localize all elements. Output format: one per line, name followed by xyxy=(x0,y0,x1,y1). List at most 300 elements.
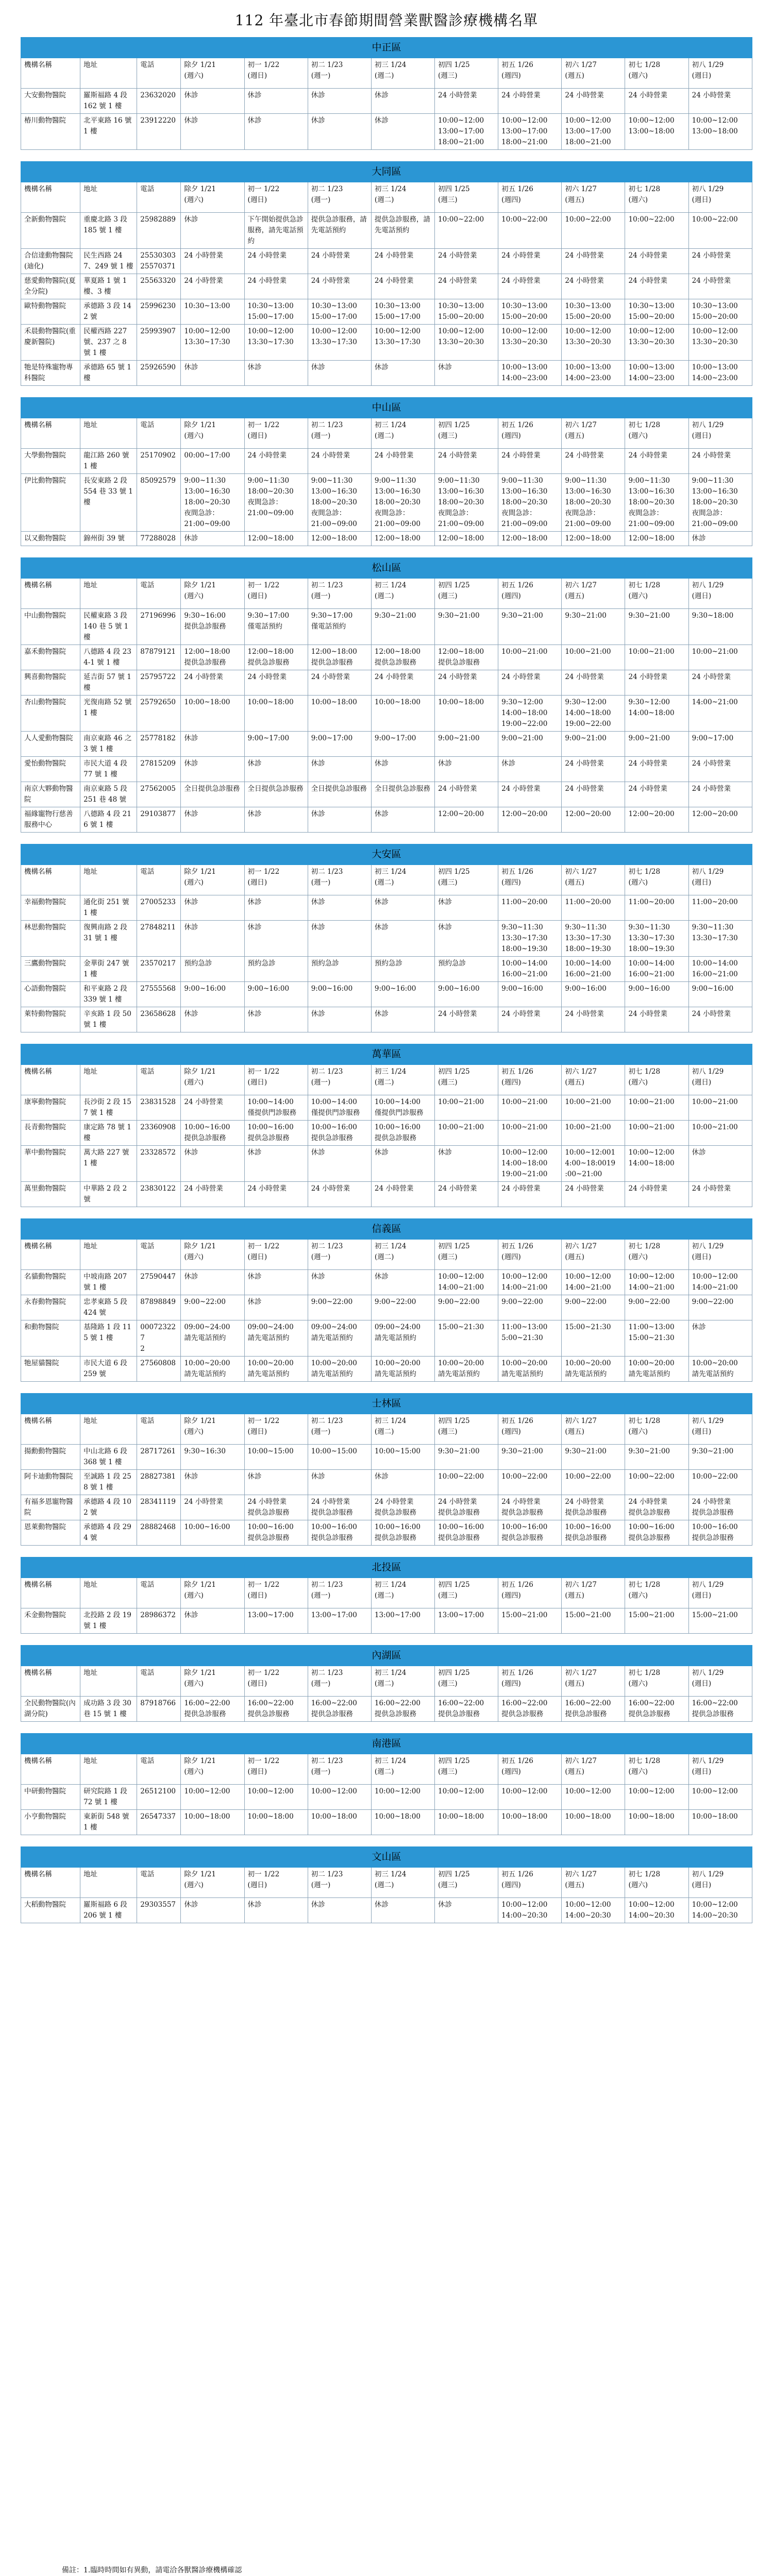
column-header: 地址 xyxy=(80,1240,137,1270)
column-header: 初四 1/25 (週三) xyxy=(435,58,498,89)
hours-cell: 10:00~20:00 請先電話預約 xyxy=(244,1357,308,1382)
hours-cell: 10:30~13:00 15:00~20:00 xyxy=(562,299,625,325)
clinic-address: 承德路 4 段 102 號 xyxy=(80,1495,137,1520)
hours-cell: 10:00~12:00 14:00~21:00 xyxy=(562,1270,625,1295)
hours-cell: 24 小時營業 xyxy=(371,1182,434,1207)
column-header: 除夕 1/21 (週六) xyxy=(181,1065,244,1095)
hours-cell: 10:00~14:00 16:00~21:00 xyxy=(498,957,562,982)
column-header: 地址 xyxy=(80,1065,137,1095)
column-header: 電話 xyxy=(137,1065,181,1095)
hours-cell: 9:30~21:00 xyxy=(688,1445,752,1470)
hours-cell: 15:00~21:30 xyxy=(435,1320,498,1357)
hours-cell: 10:00~12:00 14:00~20:30 xyxy=(562,1898,625,1923)
column-header: 初三 1/24 (週二) xyxy=(371,1240,434,1270)
clinic-name: 牠屋貓醫院 xyxy=(21,1357,80,1382)
clinic-phone: 27196996 xyxy=(137,609,181,645)
hours-cell: 16:00~22:00 提供急診服務 xyxy=(562,1697,625,1722)
hours-cell: 10:00~12:00 14:00~21:00 xyxy=(498,1270,562,1295)
hours-cell: 10:00~12:00 xyxy=(498,1785,562,1810)
hours-cell: 9:00~16:00 xyxy=(181,982,244,1007)
hours-cell: 10:30~13:00 15:00~17:00 xyxy=(371,299,434,325)
hours-cell: 13:00~17:00 xyxy=(244,1608,308,1634)
hours-cell: 10:00~22:00 xyxy=(435,1470,498,1495)
hours-cell: 9:30~11:30 13:30~17:30 18:00~19:30 xyxy=(625,921,688,957)
column-header: 地址 xyxy=(80,418,137,449)
hours-cell: 休診 xyxy=(688,1320,752,1357)
hours-cell: 10:00~21:00 xyxy=(435,1095,498,1121)
hours-cell: 24 小時營業 xyxy=(625,1007,688,1032)
hours-cell: 10:00~16:00 提供急診服務 xyxy=(181,1121,244,1146)
clinic-address: 市民大道 4 段 77 號 1 樓 xyxy=(80,757,137,782)
column-header: 初八 1/29 (週日) xyxy=(688,58,752,89)
hours-cell: 24 小時營業 xyxy=(562,757,625,782)
hours-cell: 休診 xyxy=(435,757,498,782)
district-heading: 萬華區 xyxy=(21,1044,752,1065)
hours-cell: 24 小時營業 xyxy=(308,1182,371,1207)
column-header: 初四 1/25 (週三) xyxy=(435,182,498,213)
hours-cell: 24 小時營業 提供急診服務 xyxy=(562,1495,625,1520)
hours-cell: 9:00~17:00 xyxy=(308,732,371,757)
table-row xyxy=(21,249,752,274)
column-header: 初五 1/26 (週四) xyxy=(498,1240,562,1270)
clinic-name: 慈愛動物醫院(夏全分院) xyxy=(21,274,80,299)
column-header: 初五 1/26 (週四) xyxy=(498,182,562,213)
hours-cell: 休診 xyxy=(181,921,244,957)
clinic-name: 南京大夥動物醫院 xyxy=(21,782,80,807)
hours-cell: 9:00~21:00 xyxy=(435,732,498,757)
district-heading: 中山區 xyxy=(21,398,752,418)
hours-cell: 12:00~18:00 提供急診服務 xyxy=(244,645,308,670)
column-header: 初五 1/26 (週四) xyxy=(498,1065,562,1095)
column-header: 初五 1/26 (週四) xyxy=(498,865,562,895)
hours-cell: 10:00~18:00 xyxy=(371,1810,434,1835)
column-header: 初一 1/22 (週日) xyxy=(244,1868,308,1898)
hours-cell: 10:00~14:00 僅提供門診服務 xyxy=(371,1095,434,1121)
hours-cell: 16:00~22:00 提供急診服務 xyxy=(181,1697,244,1722)
column-header: 初二 1/23 (週一) xyxy=(308,1868,371,1898)
clinic-address: 復興南路 2 段 31 號 1 樓 xyxy=(80,921,137,957)
column-header: 初二 1/23 (週一) xyxy=(308,182,371,213)
hours-cell: 24 小時營業 xyxy=(688,1182,752,1207)
hours-cell: 24 小時營業 xyxy=(688,782,752,807)
hours-cell: 10:00~12:00 14:00~18:00 xyxy=(625,1146,688,1182)
hours-cell: 10:30~13:00 15:00~20:00 xyxy=(625,299,688,325)
column-header: 初三 1/24 (週二) xyxy=(371,1666,434,1697)
hours-cell: 10:00~20:00 請先電話預約 xyxy=(498,1357,562,1382)
table-row xyxy=(21,114,752,150)
column-header: 初四 1/25 (週三) xyxy=(435,1414,498,1445)
hours-cell: 24 小時營業 xyxy=(181,1495,244,1520)
clinic-name: 牠是特殊寵物專科醫院 xyxy=(21,361,80,386)
column-header: 初五 1/26 (週四) xyxy=(498,58,562,89)
hours-cell: 9:30~21:00 xyxy=(625,1445,688,1470)
column-header: 電話 xyxy=(137,1414,181,1445)
clinic-address: 羅斯福路 4 段 162 號 1 樓 xyxy=(80,89,137,114)
hours-cell: 24 小時營業 xyxy=(181,249,244,274)
column-header-row xyxy=(21,418,752,449)
column-header: 初八 1/29 (週日) xyxy=(688,1240,752,1270)
column-header: 初四 1/25 (週三) xyxy=(435,1240,498,1270)
hours-cell: 10:00~22:00 xyxy=(688,1470,752,1495)
clinic-address: 和平東路 2 段 339 號 1 樓 xyxy=(80,982,137,1007)
hours-cell: 9:00~11:30 13:00~16:30 18:00~20:30 夜間急診： 21:00~09:00 xyxy=(308,474,371,532)
hours-cell: 10:30~13:00 15:00~20:00 xyxy=(688,299,752,325)
column-header-row xyxy=(21,1578,752,1608)
column-header: 初一 1/22 (週日) xyxy=(244,182,308,213)
hours-cell: 休診 xyxy=(308,1898,371,1923)
column-header-row xyxy=(21,865,752,895)
hours-cell: 9:30~21:00 xyxy=(371,609,434,645)
hours-cell: 9:30~21:00 xyxy=(498,609,562,645)
district-table xyxy=(21,1218,752,1382)
table-row xyxy=(21,1095,752,1121)
hours-cell: 12:00~18:00 xyxy=(435,532,498,546)
hours-cell: 10:00~12:00 xyxy=(435,1785,498,1810)
hours-cell: 休診 xyxy=(688,1146,752,1182)
hours-cell: 16:00~22:00 提供急診服務 xyxy=(308,1697,371,1722)
hours-cell: 9:30~12:00 14:00~18:00 19:00~22:00 xyxy=(562,696,625,732)
hours-cell: 24 小時營業 xyxy=(308,449,371,474)
hours-cell: 休診 xyxy=(244,757,308,782)
hours-cell: 24 小時營業 xyxy=(435,274,498,299)
hours-cell: 10:00~16:00 提供急診服務 xyxy=(371,1121,434,1146)
clinic-name: 華中動物醫院 xyxy=(21,1146,80,1182)
column-header: 初七 1/28 (週六) xyxy=(625,1065,688,1095)
column-header: 初五 1/26 (週四) xyxy=(498,1666,562,1697)
hours-cell: 10:00~21:00 xyxy=(498,645,562,670)
hours-cell: 24 小時營業 xyxy=(308,274,371,299)
hours-cell: 10:00~21:00 xyxy=(688,1121,752,1146)
column-header-row xyxy=(21,579,752,609)
column-header: 初三 1/24 (週二) xyxy=(371,579,434,609)
hours-cell: 24 小時營業 xyxy=(371,670,434,696)
hours-cell: 休診 xyxy=(181,757,244,782)
hours-cell: 休診 xyxy=(308,361,371,386)
hours-cell: 休診 xyxy=(244,807,308,833)
clinic-name: 杏山動物醫院 xyxy=(21,696,80,732)
district-table xyxy=(21,397,752,546)
column-header: 電話 xyxy=(137,865,181,895)
district-table xyxy=(21,844,752,1032)
district-heading: 中正區 xyxy=(21,38,752,58)
hours-cell: 10:00~21:00 xyxy=(688,645,752,670)
column-header: 初一 1/22 (週日) xyxy=(244,865,308,895)
hours-cell: 24 小時營業 xyxy=(562,782,625,807)
hours-cell: 休診 xyxy=(244,1470,308,1495)
hours-cell: 16:00~22:00 提供急診服務 xyxy=(688,1697,752,1722)
column-header: 機構名稱 xyxy=(21,579,80,609)
hours-cell: 24 小時營業 xyxy=(244,1182,308,1207)
hours-cell: 12:00~20:00 xyxy=(625,807,688,833)
clinic-name: 人人愛動物醫院 xyxy=(21,732,80,757)
hours-cell: 24 小時營業 xyxy=(435,249,498,274)
hours-cell: 10:00~15:00 xyxy=(371,1445,434,1470)
hours-cell: 12:00~18:00 提供急診服務 xyxy=(435,645,498,670)
hours-cell: 24 小時營業 xyxy=(371,274,434,299)
table-row xyxy=(21,982,752,1007)
hours-cell: 13:00~17:00 xyxy=(435,1608,498,1634)
column-header: 電話 xyxy=(137,1666,181,1697)
hours-cell: 休診 xyxy=(371,757,434,782)
clinic-name: 心語動物醫院 xyxy=(21,982,80,1007)
hours-cell: 24 小時營業 提供急診服務 xyxy=(498,1495,562,1520)
table-row xyxy=(21,1357,752,1382)
clinic-name: 全民動物醫院(內湖分院) xyxy=(21,1697,80,1722)
hours-cell: 休診 xyxy=(181,213,244,249)
column-header: 初四 1/25 (週三) xyxy=(435,1754,498,1785)
column-header: 初一 1/22 (週日) xyxy=(244,579,308,609)
hours-cell: 10:00~21:00 xyxy=(498,1095,562,1121)
hours-cell: 24 小時營業 提供急診服務 xyxy=(308,1495,371,1520)
clinic-phone: 25996230 xyxy=(137,299,181,325)
hours-cell: 10:00~12:00 xyxy=(625,1785,688,1810)
column-header: 機構名稱 xyxy=(21,418,80,449)
table-row xyxy=(21,921,752,957)
column-header: 電話 xyxy=(137,182,181,213)
clinic-name: 萬里動物醫院 xyxy=(21,1182,80,1207)
column-header: 初五 1/26 (週四) xyxy=(498,1754,562,1785)
hours-cell: 9:30~12:00 14:00~18:00 19:00~22:00 xyxy=(498,696,562,732)
hours-cell: 10:00~16:00 提供急診服務 xyxy=(688,1520,752,1546)
column-header-row xyxy=(21,182,752,213)
hours-cell: 10:00~16:00 提供急診服務 xyxy=(625,1520,688,1546)
hours-cell: 全日提供急診服務 xyxy=(244,782,308,807)
hours-cell: 24 小時營業 xyxy=(688,757,752,782)
hours-cell: 9:00~11:30 13:00~16:30 18:00~20:30 夜間急診： 21:00~09:00 xyxy=(625,474,688,532)
column-header-row xyxy=(21,1754,752,1785)
table-row xyxy=(21,325,752,361)
table-row xyxy=(21,670,752,696)
column-header: 除夕 1/21 (週六) xyxy=(181,182,244,213)
hours-cell: 10:00~12:00 13:30~17:30 xyxy=(308,325,371,361)
hours-cell: 9:00~11:30 13:00~16:30 18:00~20:30 夜間急診： 21:00~09:00 xyxy=(371,474,434,532)
column-header: 初八 1/29 (週日) xyxy=(688,1666,752,1697)
clinic-address: 長沙街 2 段 157 號 1 樓 xyxy=(80,1095,137,1121)
hours-cell: 10:00~16:00 提供急診服務 xyxy=(244,1520,308,1546)
column-header: 初八 1/29 (週日) xyxy=(688,1578,752,1608)
column-header: 初一 1/22 (週日) xyxy=(244,1240,308,1270)
hours-cell: 24 小時營業 xyxy=(562,274,625,299)
column-header: 初七 1/28 (週六) xyxy=(625,418,688,449)
hours-cell: 10:00~22:00 xyxy=(562,1470,625,1495)
hours-cell: 休診 xyxy=(371,895,434,921)
clinic-name: 幸福動物醫院 xyxy=(21,895,80,921)
hours-cell: 24 小時營業 xyxy=(244,670,308,696)
clinic-name: 椿川動物醫院 xyxy=(21,114,80,150)
hours-cell: 09:00~24:00 請先電話預約 xyxy=(181,1320,244,1357)
hours-cell: 10:00~21:00 xyxy=(688,1095,752,1121)
hours-cell: 09:00~24:00 請先電話預約 xyxy=(308,1320,371,1357)
hours-cell: 24 小時營業 xyxy=(181,1095,244,1121)
hours-cell: 休診 xyxy=(435,921,498,957)
hours-cell: 10:30~13:00 15:00~20:00 xyxy=(498,299,562,325)
hours-cell: 9:00~16:00 xyxy=(371,982,434,1007)
clinic-phone: 29303557 xyxy=(137,1898,181,1923)
hours-cell: 10:00~12:00 xyxy=(688,1785,752,1810)
column-header: 地址 xyxy=(80,1578,137,1608)
clinic-address: 辛亥路 1 段 50 號 1 樓 xyxy=(80,1007,137,1032)
hours-cell: 24 小時營業 xyxy=(625,449,688,474)
hours-cell: 9:00~21:00 xyxy=(498,732,562,757)
column-header: 除夕 1/21 (週六) xyxy=(181,865,244,895)
column-header: 初五 1/26 (週四) xyxy=(498,579,562,609)
column-header: 初六 1/27 (週五) xyxy=(562,1666,625,1697)
hours-cell: 10:00~21:00 xyxy=(625,645,688,670)
hours-cell: 12:00~18:00 xyxy=(308,532,371,546)
table-row xyxy=(21,957,752,982)
clinic-phone: 23360908 xyxy=(137,1121,181,1146)
clinic-name: 小亨動物醫院 xyxy=(21,1810,80,1835)
column-header: 初七 1/28 (週六) xyxy=(625,1578,688,1608)
hours-cell: 9:00~22:00 xyxy=(371,1295,434,1320)
column-header: 除夕 1/21 (週六) xyxy=(181,1868,244,1898)
district-heading: 內湖區 xyxy=(21,1646,752,1666)
clinic-address: 八德路 4 段 234-1 號 1 樓 xyxy=(80,645,137,670)
clinic-address: 南京東路 46 之 3 號 1 樓 xyxy=(80,732,137,757)
table-row xyxy=(21,474,752,532)
hours-cell: 10:00~12:00 14:00~21:00 xyxy=(625,1270,688,1295)
hours-cell: 10:00~16:00 xyxy=(181,1520,244,1546)
hours-cell: 10:00~22:00 xyxy=(625,213,688,249)
hours-cell: 9:00~16:00 xyxy=(498,982,562,1007)
column-header: 機構名稱 xyxy=(21,58,80,89)
hours-cell: 9:00~11:30 13:00~16:30 18:00~20:30 夜間急診： 21:00~09:00 xyxy=(435,474,498,532)
column-header: 初二 1/23 (週一) xyxy=(308,418,371,449)
district-table xyxy=(21,1557,752,1634)
hours-cell: 9:00~22:00 xyxy=(181,1295,244,1320)
clinic-name: 福緣寵物行慈善服務中心 xyxy=(21,807,80,833)
hours-cell: 休診 xyxy=(371,89,434,114)
district-table xyxy=(21,37,752,150)
hours-cell: 休診 xyxy=(181,1007,244,1032)
hours-cell: 9:00~11:30 13:00~16:30 18:00~20:30 夜間急診： 21:00~09:00 xyxy=(498,474,562,532)
table-row xyxy=(21,1495,752,1520)
column-header: 初四 1/25 (週三) xyxy=(435,1666,498,1697)
hours-cell: 10:00~12:00 13:30~17:30 xyxy=(371,325,434,361)
table-row xyxy=(21,1182,752,1207)
clinic-phone: 25982889 xyxy=(137,213,181,249)
column-header: 電話 xyxy=(137,418,181,449)
hours-cell: 10:00~20:00 請先電話預約 xyxy=(308,1357,371,1382)
hours-cell: 全日提供急診服務 xyxy=(181,782,244,807)
clinic-name: 中研動物醫院 xyxy=(21,1785,80,1810)
hours-cell: 10:00~22:00 xyxy=(498,1470,562,1495)
district-heading: 大同區 xyxy=(21,162,752,182)
hours-cell: 24 小時營業 xyxy=(688,670,752,696)
hours-cell: 10:00~18:00 xyxy=(308,696,371,732)
hours-cell: 9:00~22:00 xyxy=(435,1295,498,1320)
hours-cell: 預約急診 xyxy=(371,957,434,982)
hours-cell: 24 小時營業 xyxy=(244,449,308,474)
clinic-phone: 28882468 xyxy=(137,1520,181,1546)
clinic-address: 民權西路 227 號、237 之 8 號 1 樓 xyxy=(80,325,137,361)
column-header: 機構名稱 xyxy=(21,865,80,895)
hours-cell: 9:30~16:30 xyxy=(181,1445,244,1470)
hours-cell: 15:00~21:00 xyxy=(625,1608,688,1634)
hours-cell: 13:00~17:00 xyxy=(308,1608,371,1634)
hours-cell: 9:30~21:00 xyxy=(562,1445,625,1470)
hours-cell: 休診 xyxy=(371,1470,434,1495)
column-header: 初六 1/27 (週五) xyxy=(562,1578,625,1608)
hours-cell: 10:00~15:00 xyxy=(308,1445,371,1470)
hours-cell: 9:30~11:30 13:30~17:30 18:00~19:30 xyxy=(562,921,625,957)
column-header: 初七 1/28 (週六) xyxy=(625,1666,688,1697)
hours-cell: 10:00~12:00 13:30~17:30 xyxy=(181,325,244,361)
table-row xyxy=(21,532,752,546)
hours-cell: 24 小時營業 xyxy=(371,249,434,274)
hours-cell: 9:30~21:00 xyxy=(625,609,688,645)
hours-cell: 24 小時營業 xyxy=(688,1007,752,1032)
hours-cell: 24 小時營業 xyxy=(498,274,562,299)
hours-cell: 休診 xyxy=(181,1470,244,1495)
column-header: 初六 1/27 (週五) xyxy=(562,182,625,213)
clinic-phone: 25563320 xyxy=(137,274,181,299)
hours-cell: 10:30~13:00 xyxy=(181,299,244,325)
hours-cell: 休診 xyxy=(371,1146,434,1182)
column-header: 初二 1/23 (週一) xyxy=(308,865,371,895)
clinic-address: 中坡南路 207 號 1 樓 xyxy=(80,1270,137,1295)
column-header: 初八 1/29 (週日) xyxy=(688,1868,752,1898)
column-header: 初八 1/29 (週日) xyxy=(688,1065,752,1095)
hours-cell: 11:00~20:00 xyxy=(498,895,562,921)
clinic-phone: 23658628 xyxy=(137,1007,181,1032)
hours-cell: 24 小時營業 xyxy=(498,1182,562,1207)
hours-cell: 12:00~18:00 xyxy=(371,532,434,546)
column-header: 初一 1/22 (週日) xyxy=(244,1578,308,1608)
column-header: 地址 xyxy=(80,1754,137,1785)
column-header: 機構名稱 xyxy=(21,1578,80,1608)
column-header: 初三 1/24 (週二) xyxy=(371,418,434,449)
clinic-name: 合信達動物醫院(迪化) xyxy=(21,249,80,274)
hours-cell: 24 小時營業 xyxy=(498,670,562,696)
hours-cell: 24 小時營業 xyxy=(181,670,244,696)
table-row xyxy=(21,757,752,782)
table-row xyxy=(21,807,752,833)
hours-cell: 10:00~22:00 xyxy=(435,213,498,249)
hours-cell: 24 小時營業 xyxy=(688,449,752,474)
hours-cell: 休診 xyxy=(308,89,371,114)
district-heading: 南港區 xyxy=(21,1734,752,1754)
hours-cell: 10:00~18:00 xyxy=(181,1810,244,1835)
hours-cell: 24 小時營業 提供急診服務 xyxy=(371,1495,434,1520)
hours-cell: 12:00~18:00 xyxy=(498,532,562,546)
district-heading: 士林區 xyxy=(21,1394,752,1414)
clinic-phone: 25792650 xyxy=(137,696,181,732)
hours-cell: 休診 xyxy=(244,361,308,386)
hours-cell: 24 小時營業 提供急診服務 xyxy=(435,1495,498,1520)
hours-cell: 10:00~20:00 請先電話預約 xyxy=(435,1357,498,1382)
clinic-phone: 23912220 xyxy=(137,114,181,150)
table-row xyxy=(21,1520,752,1546)
clinic-phone: 25926590 xyxy=(137,361,181,386)
hours-cell: 休診 xyxy=(181,89,244,114)
clinic-phone: 87898849 xyxy=(137,1295,181,1320)
hours-cell: 休診 xyxy=(244,1898,308,1923)
column-header: 初五 1/26 (週四) xyxy=(498,1868,562,1898)
hours-cell: 9:00~22:00 xyxy=(625,1295,688,1320)
column-header: 初五 1/26 (週四) xyxy=(498,1578,562,1608)
hours-cell: 10:00~12:00 13:00~17:00 18:00~21:00 xyxy=(435,114,498,150)
hours-cell: 00:00~17:00 xyxy=(181,449,244,474)
hours-cell: 10:00~12:00 13:30~20:30 xyxy=(562,325,625,361)
hours-cell: 15:00~21:00 xyxy=(562,1608,625,1634)
clinic-phone: 25993907 xyxy=(137,325,181,361)
hours-cell: 24 小時營業 xyxy=(181,1182,244,1207)
column-header: 初八 1/29 (週日) xyxy=(688,1754,752,1785)
hours-cell: 10:00~18:00 xyxy=(435,1810,498,1835)
district-table xyxy=(21,1393,752,1546)
table-row xyxy=(21,1898,752,1923)
